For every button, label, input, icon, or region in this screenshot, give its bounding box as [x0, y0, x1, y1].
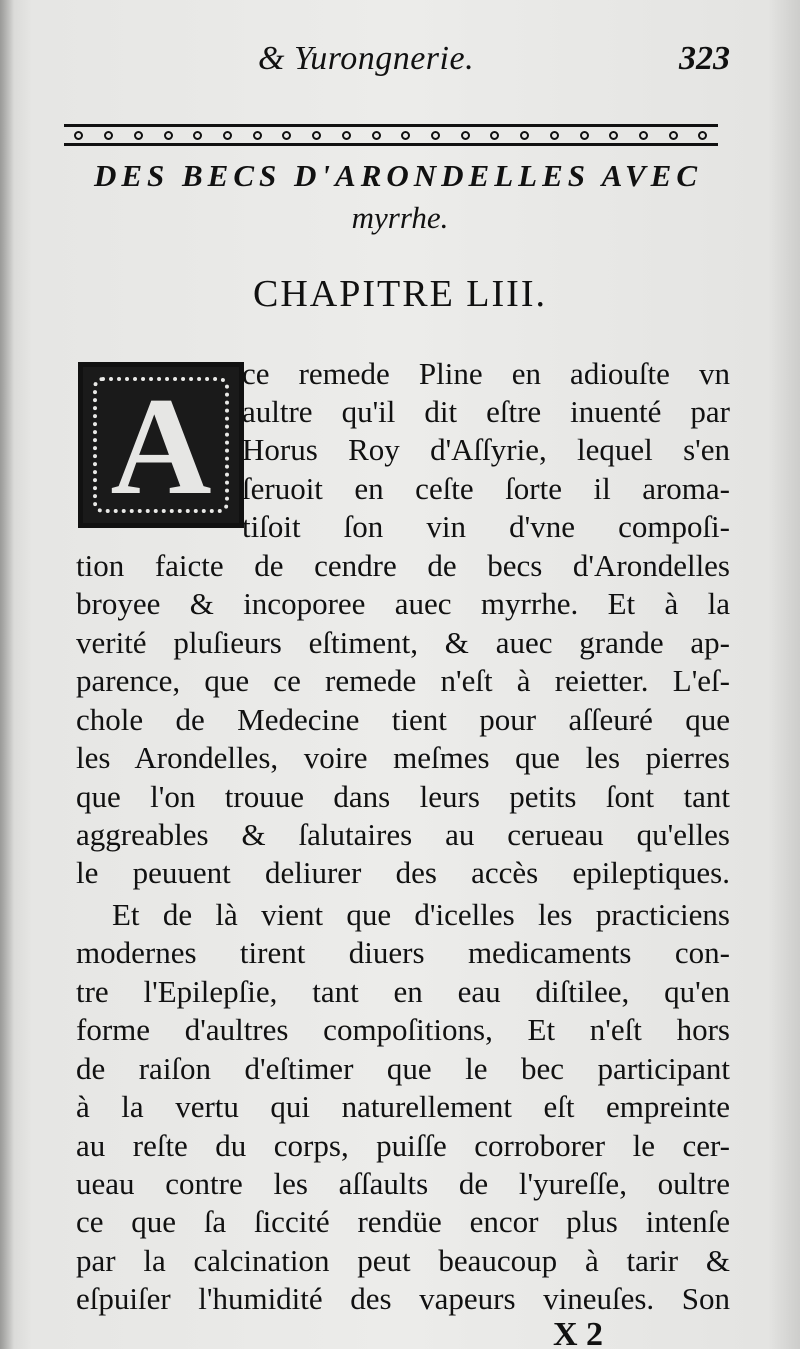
text-line: à la vertu qui naturellement eſt empreinte — [76, 1089, 730, 1124]
text-line: le peuuent deliurer des accès epileptiques. — [76, 855, 730, 890]
text-line: ce que ſa ſiccité rendüe encor plus intenſe — [76, 1204, 730, 1239]
text-line: chole de Medecine tient pour aſſeuré que — [76, 702, 730, 737]
signature-mark: X 2 — [553, 1316, 604, 1349]
text-line: tion faicte de cendre de becs d'Arondelles — [76, 548, 730, 583]
text-line: verité pluſieurs eſtiment, & auec grande ap- — [76, 625, 730, 660]
section-heading: DES BECS D'ARONDELLES AVEC — [93, 158, 703, 193]
section-heading-subline: myrrhe. — [351, 200, 449, 235]
chapter-title: CHAPITRE LIII. — [253, 273, 547, 315]
text-line: ſeruoit en ceſte ſorte il aroma- — [242, 471, 730, 506]
text-line: ce remede Pline en adiouſte vn — [242, 356, 730, 391]
decorated-initial — [78, 362, 244, 528]
text-line: de raiſon d'eſtimer que le bec participant — [76, 1051, 730, 1086]
running-head — [0, 40, 800, 90]
text-line: parence, que ce remede n'eſt à reietter. L'eſ- — [76, 663, 730, 698]
text-line: eſpuiſer l'humidité des vapeurs vineuſes. Son — [76, 1281, 730, 1316]
running-head-title: & Yurongnerie. — [258, 40, 475, 77]
page-number: 323 — [679, 40, 730, 77]
initial-letter: A — [110, 369, 212, 524]
text-line: Horus Roy d'Aſſyrie, lequel s'en — [242, 432, 730, 467]
text-line: Et de là vient que d'icelles les practiciens — [112, 897, 730, 932]
text-line: broyee & incoporee auec myrrhe. Et à la — [76, 586, 730, 621]
text-line: tre l'Epilepſie, tant en eau diſtilee, qu'en — [76, 974, 730, 1009]
text-line: ueau contre les aſſaults de l'yureſſe, oultre — [76, 1166, 730, 1201]
ornamental-rule — [64, 122, 718, 148]
text-line: aultre qu'il dit eſtre inuenté par — [242, 394, 730, 429]
text-line: les Arondelles, voire meſmes que les pierres — [76, 740, 730, 775]
text-line: forme d'aultres compoſitions, Et n'eſt hors — [76, 1012, 730, 1047]
text-line: aggreables & ſalutaires au cerueau qu'elles — [76, 817, 730, 852]
text-line: que l'on trouue dans leurs petits ſont tant — [76, 779, 730, 814]
text-line: tiſoit ſon vin d'vne compoſi- — [242, 509, 730, 544]
text-line: modernes tirent diuers medicaments con- — [76, 935, 730, 970]
text-line: au reſte du corps, puiſſe corroborer le cer- — [76, 1128, 730, 1163]
text-line: par la calcination peut beaucoup à tarir & — [76, 1243, 730, 1278]
